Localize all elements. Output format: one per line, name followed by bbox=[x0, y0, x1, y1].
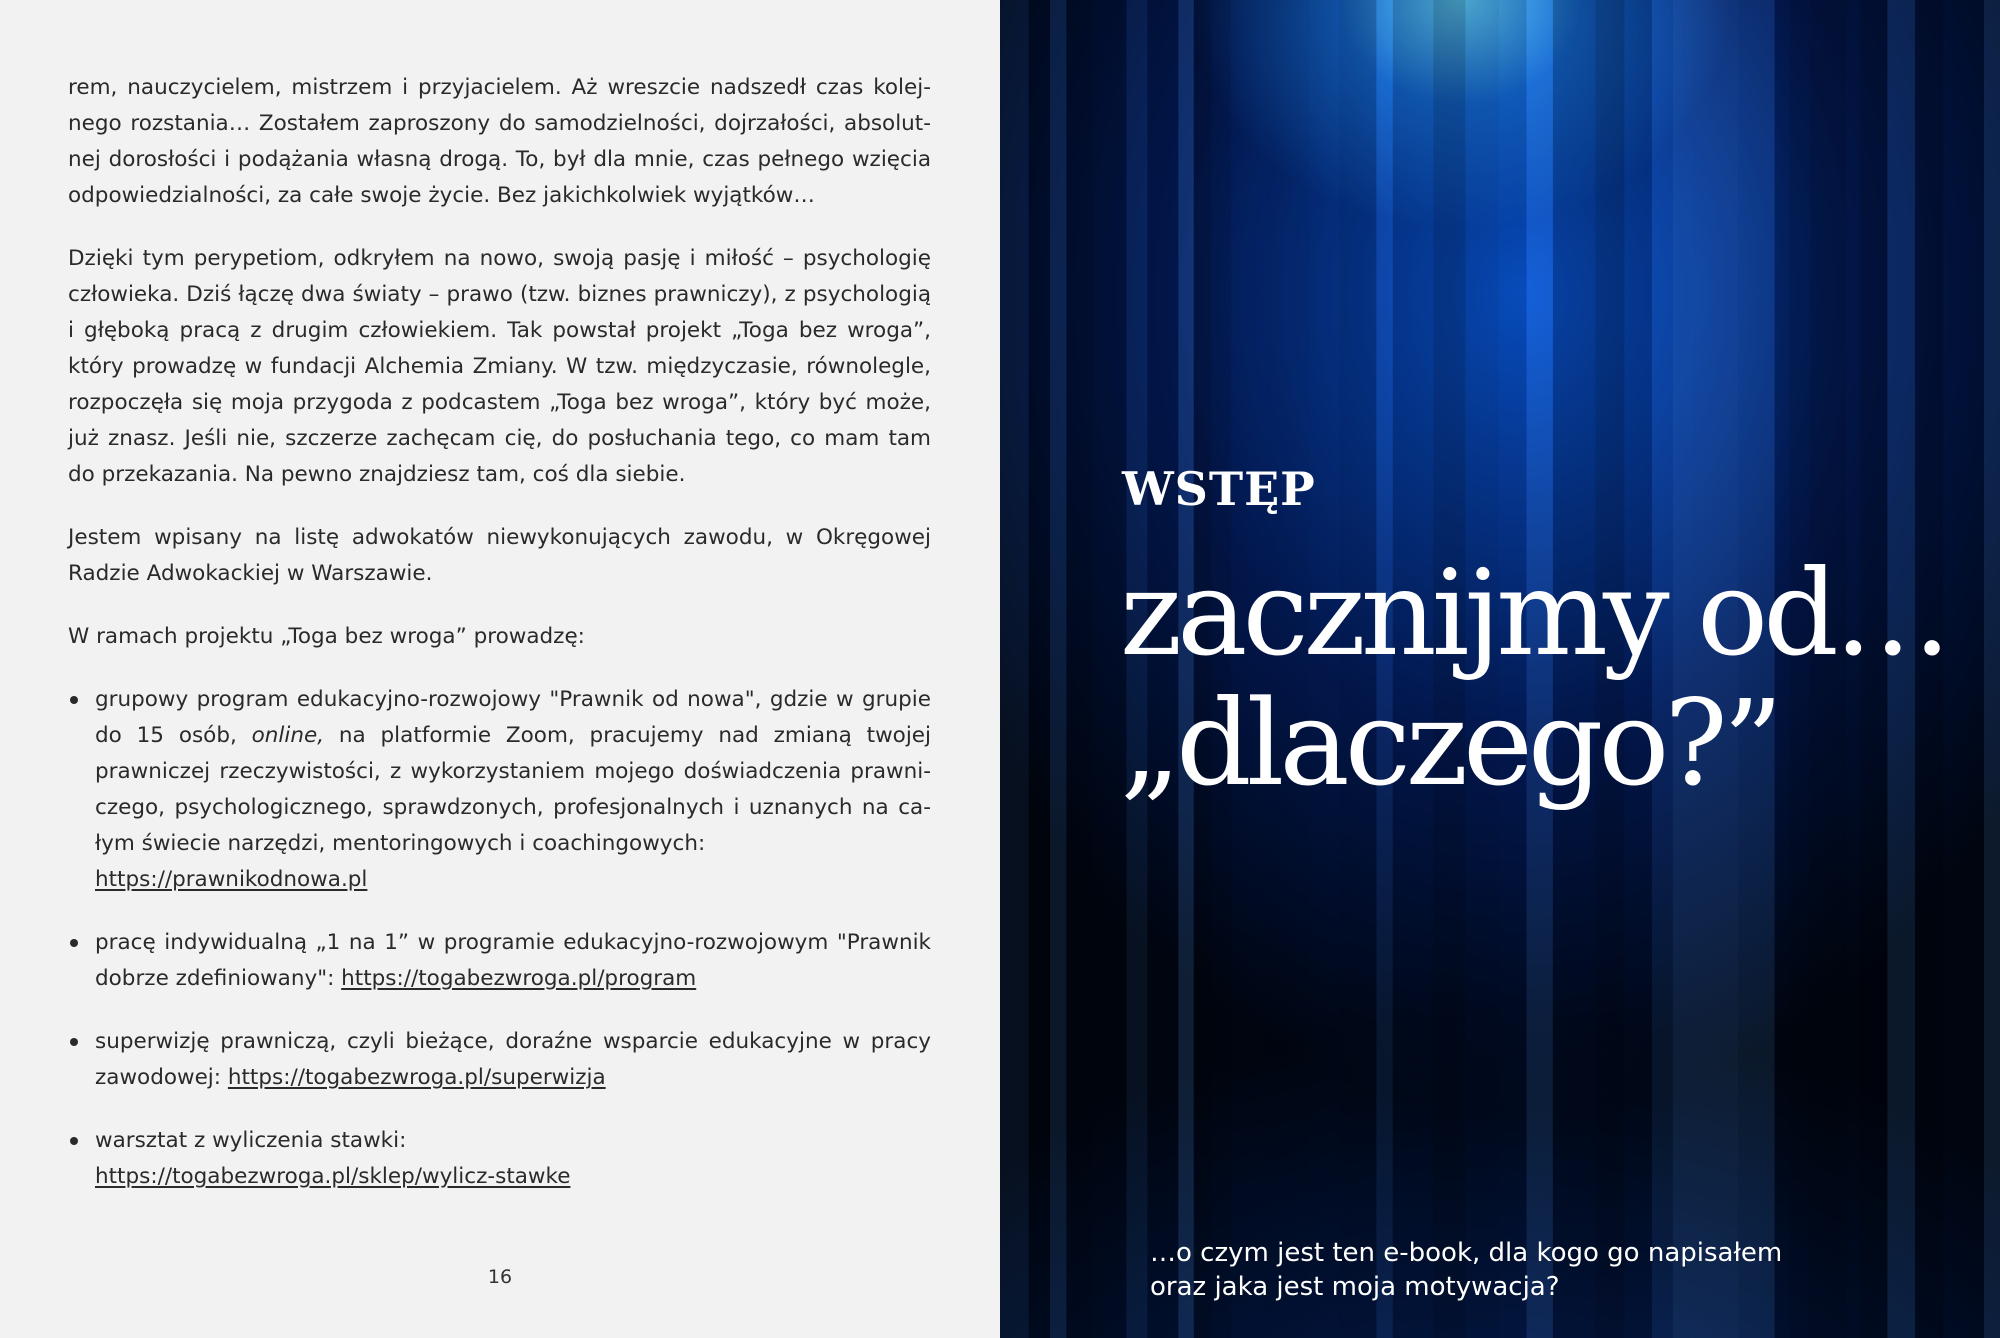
list-item bbox=[68, 925, 931, 997]
link-program[interactable]: https://togabezwroga.pl/program bbox=[341, 966, 697, 991]
chapter-subtitle-line-2: oraz jaka jest moja motywacja? bbox=[1150, 1272, 1560, 1302]
list-item-text: grupowy program edukacyjno-rozwojowy "Prawnik od nowa", gdzie w grupie do 15 osób, bbox=[95, 687, 931, 748]
page-number: 16 bbox=[487, 1266, 513, 1288]
bullet-icon bbox=[70, 939, 78, 947]
curtain-fold bbox=[1050, 0, 1066, 1338]
list-item bbox=[68, 682, 931, 898]
chapter-subtitle-line-1: …o czym jest ten e-book, dla kogo go napisałem bbox=[1150, 1238, 1783, 1268]
body-text bbox=[68, 70, 931, 1222]
section-label: WSTĘP bbox=[1122, 462, 1316, 516]
list-item bbox=[68, 1123, 931, 1195]
paragraph-bar-membership: Jestem wpisany na listę adwokatów niewykonujących zawodu, w Okręgowej Radzie Adwokackiej w Warszawie. bbox=[68, 525, 931, 586]
bullet-icon bbox=[70, 1038, 78, 1046]
list-item-text-cont: na platformie Zoom, pracujemy nad zmianą twojej prawniczej rzeczywistości, z wykorzystaniem mojego doświadczenia prawniczego, psychologicznego, sprawdzonych, profesjonalnych i uznanych na całym świecie narzędzi, mentoringowych i coachingowych: bbox=[95, 723, 931, 856]
paragraph-intro: rem, nauczycielem, mistrzem i przyjacielem. Aż wreszcie nadszedł czas kolejnego rozstania… Zostałem zaproszony do samodzielności, dojrzałości, absolutnej dorosłości i podążania własną drogą. To, był dla mnie, czas pełnego wzięcia odpowiedzialności, za całe swoje życie. Bez jakichkolwiek wyjątków… bbox=[68, 75, 931, 208]
curtain-fold bbox=[1066, 0, 1092, 1338]
list-item-text: warsztat z wyliczenia stawki: bbox=[95, 1128, 407, 1153]
list-item-text: pracę indywidualną „1 na 1” w programie edukacyjno-rozwojowym "Prawnik dobrze zdefiniowany": bbox=[95, 930, 931, 991]
list-item-text: superwizję prawniczą, czyli bieżące, doraźne wsparcie edukacyjne w pracy zawodowej: bbox=[95, 1029, 931, 1090]
curtain-fold bbox=[1029, 0, 1050, 1338]
link-prawnikodnowa[interactable]: https://prawnikodnowa.pl bbox=[95, 867, 368, 892]
curtain-fold bbox=[1000, 0, 1029, 1338]
paragraph-project-intro: W ramach projektu „Toga bez wroga” prowadzę: bbox=[68, 624, 585, 649]
bullet-icon bbox=[70, 696, 78, 704]
chapter-title-line-2: „dlaczego?” bbox=[1120, 674, 1779, 812]
link-superwizja[interactable]: https://togabezwroga.pl/superwizja bbox=[227, 1065, 606, 1090]
paragraph-passion: Dzięki tym perypetiom, odkryłem na nowo, swoją pasję i miłość – psychologię człowieka. Dziś łączę dwa światy – prawo (tzw. biznes prawniczy), z psychologią i głęboką pracą z drugim człowiekiem. Tak powstał projekt „Toga bez wroga”, który prowadzę w fundacji Alchemia Zmiany. W tzw. międzyczasie, równolegle, rozpoczęła się moja przygoda z podcastem „Toga bez wroga”, który być może, już znasz. Jeśli nie, szczerze zachęcam cię, do posłuchania tego, co mam tam do przekazania. Na pewno znajdziesz tam, coś dla siebie. bbox=[68, 246, 931, 487]
offer-list bbox=[68, 682, 931, 1195]
link-wylicz-stawke[interactable]: https://togabezwroga.pl/sklep/wylicz-stawke bbox=[95, 1164, 571, 1189]
chapter-title-line-1: zacznijmy od… bbox=[1120, 544, 1947, 682]
bullet-icon bbox=[70, 1137, 78, 1145]
list-item bbox=[68, 1024, 931, 1096]
right-page bbox=[1000, 0, 2000, 1338]
chapter-title bbox=[1120, 544, 1980, 812]
list-item-italic: online, bbox=[251, 723, 325, 748]
chapter-subtitle bbox=[1150, 1236, 1850, 1304]
curtain-fold bbox=[1984, 0, 2000, 1338]
